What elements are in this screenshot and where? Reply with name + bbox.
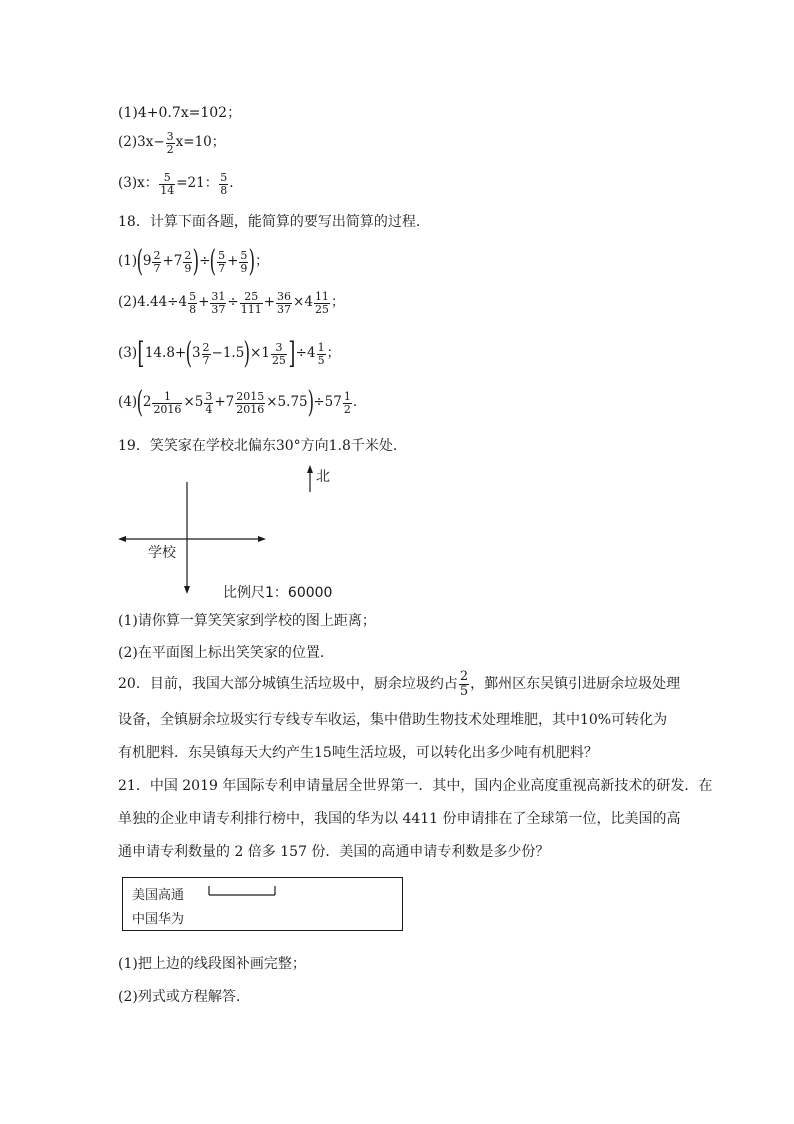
fraction: $\frac{1}{2}$ xyxy=(343,389,351,416)
operator: + xyxy=(198,294,210,311)
whole-number: 5 xyxy=(194,394,204,411)
operator: + xyxy=(263,294,276,311)
operator: × xyxy=(250,345,262,362)
operator: ÷ xyxy=(295,345,307,362)
operator: × xyxy=(293,294,305,311)
punctuation: ； xyxy=(330,294,345,311)
right-bracket: ] xyxy=(288,336,296,371)
fraction: $\frac{36}{37}$ xyxy=(277,290,292,316)
whole-number: 4 xyxy=(178,294,188,311)
whole-number: 9 xyxy=(142,253,152,270)
q20-line2: 设备，全镇厨余垃圾实行专线专车收运，集中借助生物技术处理堆肥，其中10%可转化为 xyxy=(118,712,668,728)
part-label: (2)4.44÷ xyxy=(118,294,179,311)
part-label: (1) xyxy=(118,253,138,270)
fraction: $\frac{5}{14}$ xyxy=(160,171,175,197)
operator: ÷ xyxy=(227,294,239,311)
whole-number: 4 xyxy=(306,345,316,362)
q19-title: 19．笑笑家在学校北偏东30°方向1.8千米处. xyxy=(118,438,398,454)
right-paren: ) xyxy=(243,336,251,371)
fraction: $\frac{3}{2}$ xyxy=(166,130,174,156)
compass-diagram xyxy=(0,462,794,602)
q17-part3 xyxy=(118,172,234,196)
fraction: $\frac{2}{5}$ xyxy=(459,669,469,699)
q19-part2: (2)在平面图上标出笑笑家的位置. xyxy=(118,645,325,661)
q18-part2 xyxy=(118,291,344,315)
q18-title: 18．计算下面各题，能简算的要写出简算的过程. xyxy=(118,214,421,230)
left-paren: ( xyxy=(136,385,144,420)
q17-part2-suffix: x=10； xyxy=(175,134,226,151)
fraction: $\frac{5}{9}$ xyxy=(240,248,248,275)
whole-number: 1 xyxy=(261,345,270,362)
operator: + xyxy=(162,253,174,270)
right-paren: ) xyxy=(249,244,256,279)
q17-part3-suffix: . xyxy=(229,175,234,192)
q21-part2: (2)列式或方程解答. xyxy=(118,989,241,1005)
whole-number: 2 xyxy=(142,394,152,411)
part-label: (3) xyxy=(118,345,138,362)
qualcomm-label: 美国高通 xyxy=(132,888,185,903)
school-label: 学校 xyxy=(148,545,176,561)
operator: ÷ xyxy=(313,394,325,411)
fraction: $\frac{5}{7}$ xyxy=(218,248,226,275)
q21-line3: 通申请专利数量的 2 倍多 157 份．美国的高通申请专利数是多少份？ xyxy=(118,844,550,860)
q19-part1: (1)请你算一算笑笑家到学校的图上距离； xyxy=(118,613,376,629)
punctuation: . xyxy=(352,394,358,411)
q20-text: ，鄞州区东吴镇引进厨余垃圾处理 xyxy=(470,676,681,693)
q20-line3: 有机肥料．东吴镇每天大约产生15吨生活垃圾，可以转化出多少吨有机肥料？ xyxy=(118,745,598,761)
qualcomm-segment xyxy=(207,883,297,899)
fraction: $\frac{31}{37}$ xyxy=(211,290,226,316)
fraction: $\frac{2}{7}$ xyxy=(153,248,161,275)
part-label: (4) xyxy=(118,394,138,411)
q18-part1 xyxy=(118,244,269,279)
right-paren: ) xyxy=(307,385,314,420)
q20-text: 20．目前，我国大部分城镇生活垃圾中，厨余垃圾约占 xyxy=(118,676,458,693)
east-arrowhead-icon xyxy=(258,536,266,542)
north-arrowhead-icon xyxy=(307,465,313,473)
q21-part1: (1)把上边的线段图补画完整； xyxy=(118,956,306,972)
punctuation: ； xyxy=(255,253,269,270)
whole-number: 3 xyxy=(191,345,201,362)
fraction: $\frac{25}{111}$ xyxy=(240,290,262,316)
west-arrowhead-icon xyxy=(118,536,126,542)
q18-part3 xyxy=(118,336,341,371)
segment-diagram-box xyxy=(122,877,403,931)
left-paren: ( xyxy=(136,244,144,279)
q18-part4 xyxy=(118,385,358,420)
south-arrowhead-icon xyxy=(184,586,190,594)
term: 14.8+ xyxy=(144,345,187,362)
fraction: $\frac{11}{25}$ xyxy=(314,290,329,316)
fraction: $\frac{2}{7}$ xyxy=(202,340,210,367)
whole-number: 7 xyxy=(225,394,235,411)
scale-label: 比例尺1：60000 xyxy=(223,585,333,601)
left-paren: ( xyxy=(210,244,217,279)
huawei-label: 中国华为 xyxy=(132,912,185,927)
punctuation: ； xyxy=(326,345,341,362)
right-paren: ) xyxy=(192,244,200,279)
term: −1.5 xyxy=(211,345,245,362)
north-label: 北 xyxy=(316,469,330,485)
q17-part3-prefix: (3)x： xyxy=(118,175,159,192)
whole-number: 57 xyxy=(324,394,342,411)
fraction: $\frac{1}{2016}$ xyxy=(153,389,182,416)
fraction: $\frac{1}{5}$ xyxy=(317,340,325,367)
operator: + xyxy=(227,253,239,270)
left-paren: ( xyxy=(185,336,193,371)
whole-number: 7 xyxy=(173,253,183,270)
q21-line2: 单独的企业申请专利排行榜中，我国的华为以 4411 份申请排在了全球第一位，比美国的高 xyxy=(118,811,681,827)
fraction: $\frac{3}{4}$ xyxy=(205,389,213,416)
operator: ÷ xyxy=(199,253,211,270)
q17-part2 xyxy=(118,131,225,155)
q20-line1 xyxy=(118,670,680,698)
left-bracket: [ xyxy=(137,336,145,371)
q17-part3-mid: =21： xyxy=(176,175,219,192)
fraction: $\frac{2015}{2016}$ xyxy=(236,389,265,416)
whole-number: 4 xyxy=(304,294,313,311)
q17-part2-prefix: (2)3x− xyxy=(118,134,165,151)
fraction: $\frac{3}{25}$ xyxy=(271,340,286,367)
fraction: $\frac{5}{8}$ xyxy=(189,290,197,316)
fraction: $\frac{2}{9}$ xyxy=(184,248,192,275)
q17-part1: (1)4+0.7x=102； xyxy=(118,105,242,121)
operator: × xyxy=(183,394,195,411)
fraction: $\frac{5}{8}$ xyxy=(220,171,228,197)
term: ×5.75 xyxy=(266,394,308,411)
operator: + xyxy=(214,394,226,411)
q21-line1: 21．中国 2019 年国际专利申请量居全世界第一．其中，国内企业高度重视高新技术的研发．在 xyxy=(118,778,713,794)
